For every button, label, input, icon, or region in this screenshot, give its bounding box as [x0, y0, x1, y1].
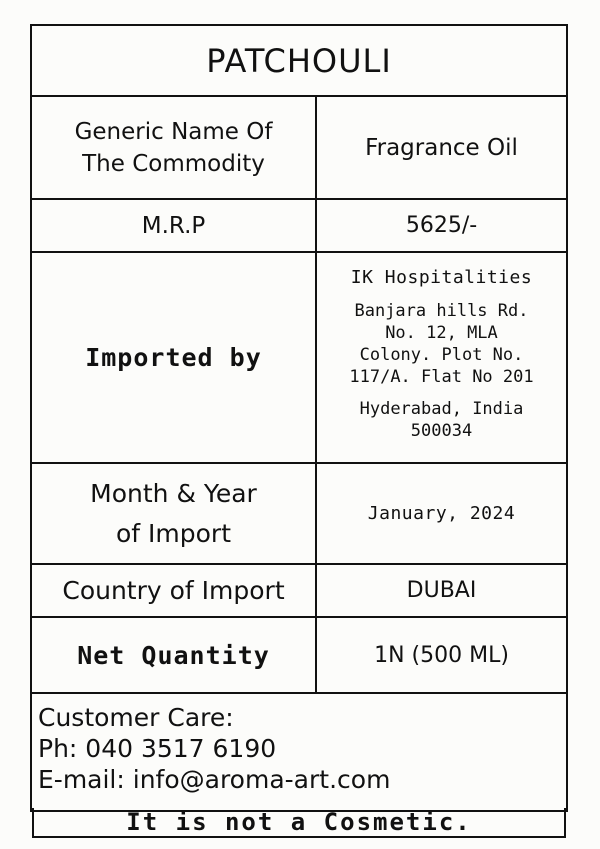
country-label: Country of Import: [32, 565, 317, 616]
mrp-label: M.R.P: [32, 200, 317, 251]
mrp-row: [32, 200, 566, 253]
customer-care-phone: Ph: 040 3517 6190: [38, 734, 277, 763]
title-row: [32, 26, 566, 97]
disclaimer-box: [32, 808, 566, 838]
importer-company: IK Hospitalities: [350, 267, 533, 288]
product-label: [30, 24, 568, 838]
mrp-value: 5625/-: [405, 213, 478, 238]
month-year-value: January, 2024: [367, 503, 516, 524]
month-year-row: [32, 464, 566, 565]
generic-name-label-line1: Generic Name Of: [74, 118, 273, 145]
customer-care-block: [38, 702, 390, 795]
month-year-label: [32, 464, 317, 563]
importer-address: Banjara hills Rd. No. 12, MLA Colony. Plot No. 117/A. Flat No 201: [349, 301, 534, 387]
imported-by-label: Imported by: [32, 253, 317, 462]
generic-name-row: [32, 97, 566, 200]
generic-name-label: [32, 97, 317, 198]
month-year-label-line1: Month & Year: [90, 478, 257, 508]
net-quantity-label: Net Quantity: [32, 618, 317, 692]
net-quantity-row: [32, 618, 566, 694]
imported-by-row: [32, 253, 566, 464]
generic-name-label-line2: The Commodity: [82, 150, 265, 177]
importer-details: [317, 253, 566, 462]
product-title: PATCHOULI: [206, 41, 392, 80]
disclaimer-text: It is not a Cosmetic.: [126, 808, 472, 836]
net-quantity-value: 1N (500 ML): [374, 642, 509, 668]
country-value: DUBAI: [406, 578, 477, 603]
generic-name-value: Fragrance Oil: [365, 134, 518, 161]
month-year-label-line2: of Import: [115, 518, 231, 548]
customer-care-heading: Customer Care:: [38, 703, 234, 732]
country-row: [32, 565, 566, 618]
importer-city: Hyderabad, India 500034: [359, 399, 524, 441]
customer-care-email: E-mail: info@aroma-art.com: [38, 765, 391, 794]
